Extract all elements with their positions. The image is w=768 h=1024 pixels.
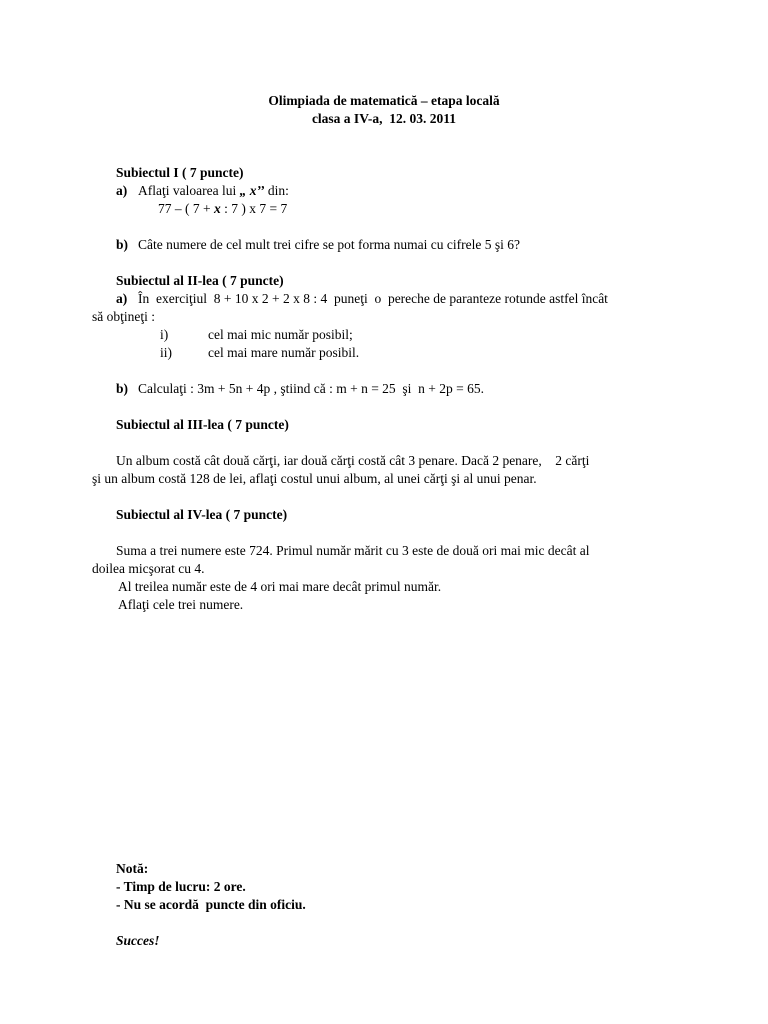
subject-1-a-text xyxy=(138,182,289,200)
subject-1-b-text: Câte numere de cel mult trei cifre se pot forma numai cu cifrele 5 şi 6? xyxy=(138,237,520,252)
subject-4-text-2: doilea micşorat cu 4. xyxy=(92,561,205,576)
subject-1-a-text-pre: Aflaţi valoarea lui xyxy=(138,183,240,198)
subject-2-a-text-2: să obţineţi : xyxy=(92,309,155,324)
equation-pre: 77 – ( 7 + xyxy=(158,201,214,216)
subject-2-a-text-1: În exerciţiul 8 + 10 x 2 + 2 x 8 : 4 puneţi o pereche de paranteze rotunde astfel încât xyxy=(138,291,608,306)
equation-variable: x xyxy=(213,201,221,216)
subject-2-heading: Subiectul al II-lea ( 7 puncte) xyxy=(116,273,284,288)
subject-1-equation xyxy=(158,200,287,218)
subject-1-a-text-post: din: xyxy=(264,183,289,198)
item-ii-text: cel mai mare număr posibil. xyxy=(208,345,360,360)
item-ii-marker: ii) xyxy=(160,345,172,360)
subject-4-text-4: Aflaţi cele trei numere. xyxy=(118,597,244,612)
equation-post: : 7 ) x 7 = 7 xyxy=(220,201,288,216)
subject-2-b-text: Calculaţi : 3m + 5n + 4p , ştiind că : m + n = 25 şi n + 2p = 65. xyxy=(138,381,485,396)
note-line-2: - Nu se acordă puncte din oficiu. xyxy=(116,897,306,912)
subject-3-text-2: şi un album costă 128 de lei, aflaţi costul unui album, al unei cărţi şi al unui penar. xyxy=(92,471,537,486)
note-heading: Notă: xyxy=(116,861,149,876)
subject-2-a-marker: a) xyxy=(116,291,128,306)
variable-x: „ x’’ xyxy=(239,183,265,198)
subject-2-b-marker: b) xyxy=(116,381,129,396)
document-title: Olimpiada de matematică – etapa locală xyxy=(268,93,500,108)
item-i-marker: i) xyxy=(160,327,169,342)
subject-1-heading: Subiectul I ( 7 puncte) xyxy=(116,165,244,180)
subject-3-heading: Subiectul al III-lea ( 7 puncte) xyxy=(116,417,289,432)
item-i-text: cel mai mic număr posibil; xyxy=(208,327,353,342)
note-line-1: - Timp de lucru: 2 ore. xyxy=(116,879,246,894)
subject-4-text-1: Suma a trei numere este 724. Primul număr mărit cu 3 este de două ori mai mic decât al xyxy=(116,543,590,558)
closing-text: Succes! xyxy=(116,933,160,948)
subject-4-text-3: Al treilea număr este de 4 ori mai mare decât primul număr. xyxy=(118,579,442,594)
subject-1-b-marker: b) xyxy=(116,237,129,252)
subject-3-text-1: Un album costă cât două cărţi, iar două cărţi costă cât 3 penare. Dacă 2 penare, 2 cărţi xyxy=(116,453,590,468)
document-subtitle: clasa a IV-a, 12. 03. 2011 xyxy=(311,111,457,126)
subject-4-heading: Subiectul al IV-lea ( 7 puncte) xyxy=(116,507,288,522)
subject-1-a-marker: a) xyxy=(116,183,128,198)
